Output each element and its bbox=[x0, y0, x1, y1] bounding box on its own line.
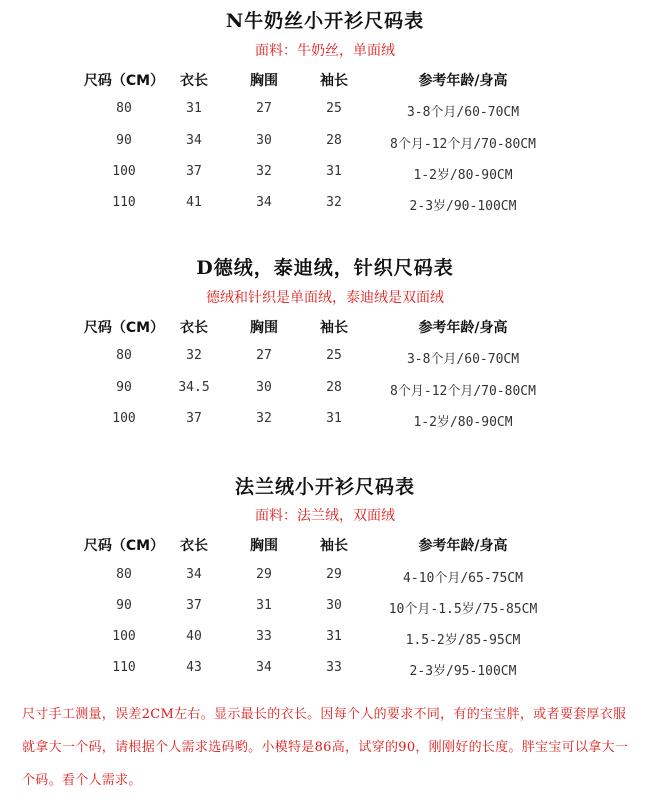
cell-size: 90 bbox=[116, 133, 132, 148]
cell-sleeve: 32 bbox=[326, 195, 342, 210]
table-row bbox=[0, 598, 650, 620]
cell-age-height: 3-8个月/60-70CM bbox=[406, 105, 520, 120]
table-row bbox=[0, 380, 650, 402]
table-header bbox=[0, 317, 650, 339]
cell-sleeve: 25 bbox=[326, 101, 342, 116]
header-age-height: 参考年龄/身高 bbox=[418, 320, 508, 336]
size-chart-title: 法兰绒小开衫尺码表 bbox=[234, 476, 415, 498]
cell-sleeve: 28 bbox=[326, 380, 342, 395]
cell-size: 80 bbox=[116, 101, 132, 116]
cell-sleeve: 31 bbox=[326, 629, 342, 644]
cell-chest: 30 bbox=[256, 380, 272, 395]
size-chart-title: N牛奶丝小开衫尺码表 bbox=[225, 10, 425, 32]
table-row bbox=[0, 629, 650, 651]
cell-sleeve: 30 bbox=[326, 598, 342, 613]
cell-length: 37 bbox=[186, 164, 202, 179]
cell-length: 31 bbox=[186, 101, 202, 116]
cell-age-height: 1-2岁/80-90CM bbox=[413, 415, 513, 430]
cell-length: 37 bbox=[186, 411, 202, 426]
table-header bbox=[0, 535, 650, 557]
header-length: 衣长 bbox=[180, 538, 208, 554]
fabric-note: 面料：法兰绒，双面绒 bbox=[255, 508, 395, 524]
header-sleeve: 袖长 bbox=[320, 538, 348, 554]
cell-age-height: 2-3岁/95-100CM bbox=[409, 664, 517, 679]
cell-size: 80 bbox=[116, 567, 132, 582]
header-size: 尺码（CM） bbox=[83, 320, 165, 336]
cell-age-height: 1.5-2岁/85-95CM bbox=[405, 633, 521, 648]
cell-chest: 30 bbox=[256, 133, 272, 148]
measurement-note: 尺寸手工测量，误差2CM左右。显示最长的衣长。因每个人的要求不同，有的宝宝胖，或者要套厚衣服就拿大一个码，请根据个人需求选码哟。小模特是86高，试穿的90，刚刚好的长度。胖宝宝可以拿大一个码。看个人需求。 bbox=[22, 707, 629, 788]
cell-size: 100 bbox=[112, 164, 136, 179]
cell-sleeve: 31 bbox=[326, 164, 342, 179]
header-age-height: 参考年龄/身高 bbox=[418, 73, 508, 89]
table-row bbox=[0, 164, 650, 186]
cell-age-height: 8个月-12个月/70-80CM bbox=[390, 384, 536, 399]
header-size: 尺码（CM） bbox=[83, 538, 165, 554]
cell-chest: 32 bbox=[256, 411, 272, 426]
cell-size: 100 bbox=[112, 411, 136, 426]
size-chart-title: D德绒，泰迪绒，针织尺码表 bbox=[196, 257, 454, 279]
cell-length: 34.5 bbox=[178, 380, 210, 395]
cell-age-height: 2-3岁/90-100CM bbox=[409, 199, 517, 214]
table-row bbox=[0, 411, 650, 433]
header-chest: 胸围 bbox=[250, 538, 278, 554]
header-age-height: 参考年龄/身高 bbox=[418, 538, 508, 554]
header-chest: 胸围 bbox=[250, 320, 278, 336]
table-row bbox=[0, 567, 650, 589]
header-sleeve: 袖长 bbox=[320, 73, 348, 89]
cell-chest: 27 bbox=[256, 101, 272, 116]
cell-sleeve: 33 bbox=[326, 660, 342, 675]
header-sleeve: 袖长 bbox=[320, 320, 348, 336]
cell-age-height: 3-8个月/60-70CM bbox=[406, 352, 520, 367]
cell-length: 37 bbox=[186, 598, 202, 613]
header-chest: 胸围 bbox=[250, 73, 278, 89]
cell-length: 34 bbox=[186, 133, 202, 148]
cell-chest: 33 bbox=[256, 629, 272, 644]
header-length: 衣长 bbox=[180, 73, 208, 89]
header-length: 衣长 bbox=[180, 320, 208, 336]
cell-age-height: 4-10个月/65-75CM bbox=[403, 571, 523, 586]
cell-age-height: 1-2岁/80-90CM bbox=[413, 168, 513, 183]
table-header bbox=[0, 70, 650, 92]
fabric-note: 德绒和针织是单面绒，泰迪绒是双面绒 bbox=[206, 290, 444, 306]
table-row bbox=[0, 195, 650, 217]
cell-length: 34 bbox=[186, 567, 202, 582]
cell-size: 80 bbox=[116, 348, 132, 363]
cell-chest: 29 bbox=[256, 567, 272, 582]
cell-length: 43 bbox=[186, 660, 202, 675]
cell-age-height: 8个月-12个月/70-80CM bbox=[390, 137, 536, 152]
cell-age-height: 10个月-1.5岁/75-85CM bbox=[388, 602, 538, 617]
cell-sleeve: 31 bbox=[326, 411, 342, 426]
cell-size: 100 bbox=[112, 629, 136, 644]
cell-length: 41 bbox=[186, 195, 202, 210]
cell-size: 110 bbox=[112, 660, 136, 675]
fabric-note: 面料：牛奶丝，单面绒 bbox=[255, 43, 395, 59]
table-row bbox=[0, 133, 650, 155]
table-row bbox=[0, 101, 650, 123]
cell-sleeve: 28 bbox=[326, 133, 342, 148]
header-size: 尺码（CM） bbox=[83, 73, 165, 89]
cell-chest: 34 bbox=[256, 195, 272, 210]
cell-chest: 31 bbox=[256, 598, 272, 613]
table-row bbox=[0, 348, 650, 370]
cell-size: 110 bbox=[112, 195, 136, 210]
cell-sleeve: 25 bbox=[326, 348, 342, 363]
cell-sleeve: 29 bbox=[326, 567, 342, 582]
table-row bbox=[0, 660, 650, 682]
cell-length: 32 bbox=[186, 348, 202, 363]
cell-size: 90 bbox=[116, 380, 132, 395]
cell-chest: 34 bbox=[256, 660, 272, 675]
cell-length: 40 bbox=[186, 629, 202, 644]
cell-size: 90 bbox=[116, 598, 132, 613]
cell-chest: 27 bbox=[256, 348, 272, 363]
cell-chest: 32 bbox=[256, 164, 272, 179]
